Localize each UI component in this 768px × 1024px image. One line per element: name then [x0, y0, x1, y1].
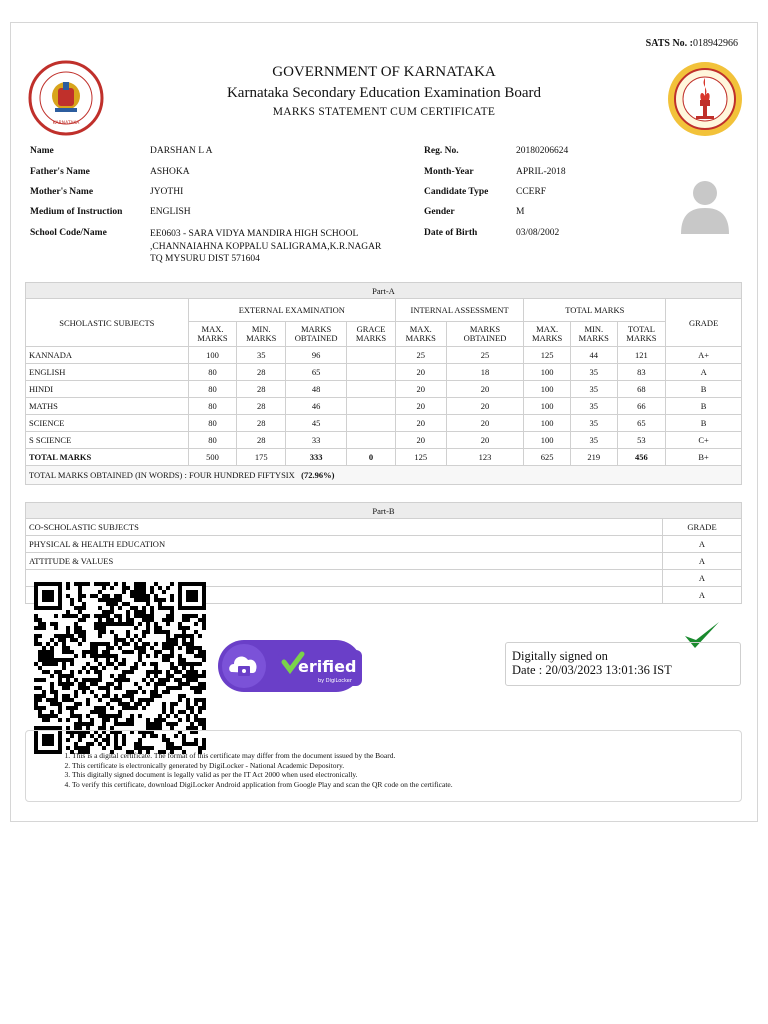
group-total: TOTAL MARKS: [524, 299, 666, 322]
mark-cell: 28: [237, 432, 286, 449]
svg-text:KARNATAKA: KARNATAKA: [52, 121, 80, 126]
digital-signature-box: [505, 642, 741, 686]
mark-cell: 456: [617, 449, 666, 466]
table-row: [26, 364, 742, 381]
month-year-value: APRIL-2018: [516, 167, 566, 177]
group-external: EXTERNAL EXAMINATION: [188, 299, 395, 322]
mark-cell: B: [666, 381, 742, 398]
mark-cell: 0: [347, 449, 396, 466]
board-title: Karnataka Secondary Education Examination Board: [226, 85, 542, 101]
mark-cell: 65: [617, 415, 666, 432]
mark-cell: 80: [188, 398, 237, 415]
mark-cell: 500: [188, 449, 237, 466]
mark-cell: [347, 381, 396, 398]
col-tot-total: TOTAL MARKS: [617, 322, 666, 347]
col-ext-min: MIN. MARKS: [237, 322, 286, 347]
mark-cell: 100: [524, 432, 571, 449]
mark-cell: 100: [524, 364, 571, 381]
table-row: [26, 381, 742, 398]
mother-value: JYOTHI: [150, 187, 184, 197]
mark-cell: 175: [237, 449, 286, 466]
co-grade-cell: A: [663, 587, 742, 604]
mark-cell: 28: [237, 398, 286, 415]
mark-cell: 121: [617, 347, 666, 364]
table-row: [26, 536, 742, 553]
mark-cell: 28: [237, 381, 286, 398]
signed-date-text: Date : 20/03/2023 13:01:36 IST: [512, 663, 672, 677]
qr-code[interactable]: [34, 582, 206, 754]
mark-cell: [347, 398, 396, 415]
mark-cell: 333: [286, 449, 347, 466]
mark-cell: 80: [188, 364, 237, 381]
note-item: 1. This is a digital certificate. The format of this certificate may differ from the document issued by the Board.: [72, 751, 741, 761]
co-subject-cell: PHYSICAL & HEALTH EDUCATION: [26, 536, 663, 553]
mark-cell: [347, 364, 396, 381]
note-item: 4. To verify this certificate, download DigiLocker Android application from Google Play and scan the QR code on the certificate.: [72, 780, 741, 790]
mark-cell: 96: [286, 347, 347, 364]
col-tot-min: MIN. MARKS: [570, 322, 617, 347]
mark-cell: 125: [395, 449, 446, 466]
mark-cell: 83: [617, 364, 666, 381]
mark-cell: 35: [570, 398, 617, 415]
col-ext-obt: MARKS OBTAINED: [286, 322, 347, 347]
mark-cell: 28: [237, 364, 286, 381]
table-row: [26, 415, 742, 432]
mark-cell: 18: [446, 364, 524, 381]
signed-on-text: Digitally signed on: [512, 649, 608, 663]
dob-label: Date of Birth: [424, 228, 478, 238]
col-int-max: MAX. MARKS: [395, 322, 446, 347]
mark-cell: C+: [666, 432, 742, 449]
total-in-words: TOTAL MARKS OBTAINED (IN WORDS) : FOUR HUNDRED FIFTYSIX (72.96%): [26, 466, 742, 485]
father-label: Father's Name: [30, 167, 90, 177]
mark-cell: 28: [237, 415, 286, 432]
mark-cell: 68: [617, 381, 666, 398]
gender-value: M: [516, 207, 525, 217]
mark-cell: 20: [395, 415, 446, 432]
table-row: [26, 449, 742, 466]
mark-cell: 35: [237, 347, 286, 364]
note-item: 2. This certificate is electronically generated by DigiLocker - National Academic Depository.: [72, 761, 741, 771]
subject-cell: S SCIENCE: [26, 432, 189, 449]
mark-cell: 35: [570, 381, 617, 398]
table-row: [26, 553, 742, 570]
co-grade-cell: A: [663, 570, 742, 587]
mark-cell: 25: [446, 347, 524, 364]
mark-cell: 80: [188, 432, 237, 449]
subject-cell: TOTAL MARKS: [26, 449, 189, 466]
school-value: EE0603 - SARA VIDYA MANDIRA HIGH SCHOOL ,CHANNAIAHNA KOPPALU SALIGRAMA,K.R.NAGAR TQ MYSURU DIST 571604: [150, 229, 382, 264]
mark-cell: 46: [286, 398, 347, 415]
mark-cell: 53: [617, 432, 666, 449]
svg-text:by DigiLocker: by DigiLocker: [318, 678, 352, 684]
mark-cell: 35: [570, 432, 617, 449]
col-co-grade: GRADE: [663, 519, 742, 536]
certificate-title: MARKS STATEMENT CUM CERTIFICATE: [272, 106, 496, 118]
mark-cell: 25: [395, 347, 446, 364]
reg-value: 20180206624: [516, 146, 569, 156]
col-co-subjects: CO-SCHOLASTIC SUBJECTS: [26, 519, 663, 536]
gender-label: Gender: [424, 207, 455, 217]
government-title: GOVERNMENT OF KARNATAKA: [272, 64, 496, 80]
mark-cell: 66: [617, 398, 666, 415]
mark-cell: [347, 347, 396, 364]
mark-cell: 20: [446, 398, 524, 415]
svg-text:erified: erified: [298, 657, 357, 676]
mark-cell: 80: [188, 415, 237, 432]
medium-value: ENGLISH: [150, 207, 191, 217]
photo-placeholder-icon: [681, 178, 729, 234]
mark-cell: 100: [524, 398, 571, 415]
mark-cell: A+: [666, 347, 742, 364]
col-subjects: SCHOLASTIC SUBJECTS: [26, 299, 189, 347]
subject-cell: HINDI: [26, 381, 189, 398]
reg-label: Reg. No.: [424, 146, 459, 156]
mark-cell: [347, 432, 396, 449]
part-b-title: Part-B: [26, 503, 742, 519]
mark-cell: 20: [395, 432, 446, 449]
candidate-type-label: Candidate Type: [424, 187, 489, 197]
month-year-label: Month-Year: [424, 167, 474, 177]
mark-cell: 20: [395, 364, 446, 381]
candidate-type-value: CCERF: [516, 187, 547, 197]
mark-cell: 20: [395, 381, 446, 398]
mark-cell: 35: [570, 415, 617, 432]
father-value: ASHOKA: [150, 167, 190, 177]
mark-cell: 48: [286, 381, 347, 398]
mark-cell: 125: [524, 347, 571, 364]
mark-cell: 45: [286, 415, 347, 432]
table-row: [26, 347, 742, 364]
mark-cell: B: [666, 398, 742, 415]
mark-cell: 80: [188, 381, 237, 398]
col-tot-max: MAX. MARKS: [524, 322, 571, 347]
dob-value: 03/08/2002: [516, 228, 560, 238]
mark-cell: 123: [446, 449, 524, 466]
sats-number: SATS No. :018942966: [645, 38, 738, 49]
school-label: School Code/Name: [30, 228, 107, 238]
mark-cell: 100: [524, 415, 571, 432]
mark-cell: 20: [446, 415, 524, 432]
col-grade: GRADE: [666, 299, 742, 347]
mark-cell: A: [666, 364, 742, 381]
mark-cell: 100: [524, 381, 571, 398]
mark-cell: 35: [570, 364, 617, 381]
subject-cell: ENGLISH: [26, 364, 189, 381]
subject-cell: KANNADA: [26, 347, 189, 364]
mark-cell: [347, 415, 396, 432]
col-int-obt: MARKS OBTAINED: [446, 322, 524, 347]
part-a-title: Part-A: [26, 283, 742, 299]
subject-cell: MATHS: [26, 398, 189, 415]
co-grade-cell: A: [663, 536, 742, 553]
part-a-table: [25, 282, 742, 485]
col-grace: GRACE MARKS: [347, 322, 396, 347]
note-item: 3. This digitally signed document is legally valid as per the IT Act 2000 when used electronically.: [72, 770, 741, 780]
name-label: Name: [30, 146, 54, 156]
mark-cell: 44: [570, 347, 617, 364]
col-ext-max: MAX. MARKS: [188, 322, 237, 347]
notes-box: [25, 730, 742, 802]
mark-cell: 65: [286, 364, 347, 381]
subject-cell: SCIENCE: [26, 415, 189, 432]
co-subject-cell: ATTITUDE & VALUES: [26, 553, 663, 570]
digilocker-verified-badge: [218, 640, 362, 692]
mark-cell: 20: [446, 381, 524, 398]
mark-cell: 20: [395, 398, 446, 415]
mark-cell: 100: [188, 347, 237, 364]
mark-cell: 219: [570, 449, 617, 466]
mark-cell: 625: [524, 449, 571, 466]
table-row: [26, 432, 742, 449]
table-row: [26, 398, 742, 415]
co-grade-cell: A: [663, 553, 742, 570]
mark-cell: 20: [446, 432, 524, 449]
mark-cell: B: [666, 415, 742, 432]
group-internal: INTERNAL ASSESSMENT: [395, 299, 523, 322]
mark-cell: 33: [286, 432, 347, 449]
medium-label: Medium of Instruction: [30, 207, 123, 217]
mark-cell: B+: [666, 449, 742, 466]
name-value: DARSHAN L A: [150, 146, 213, 156]
mother-label: Mother's Name: [30, 187, 94, 197]
